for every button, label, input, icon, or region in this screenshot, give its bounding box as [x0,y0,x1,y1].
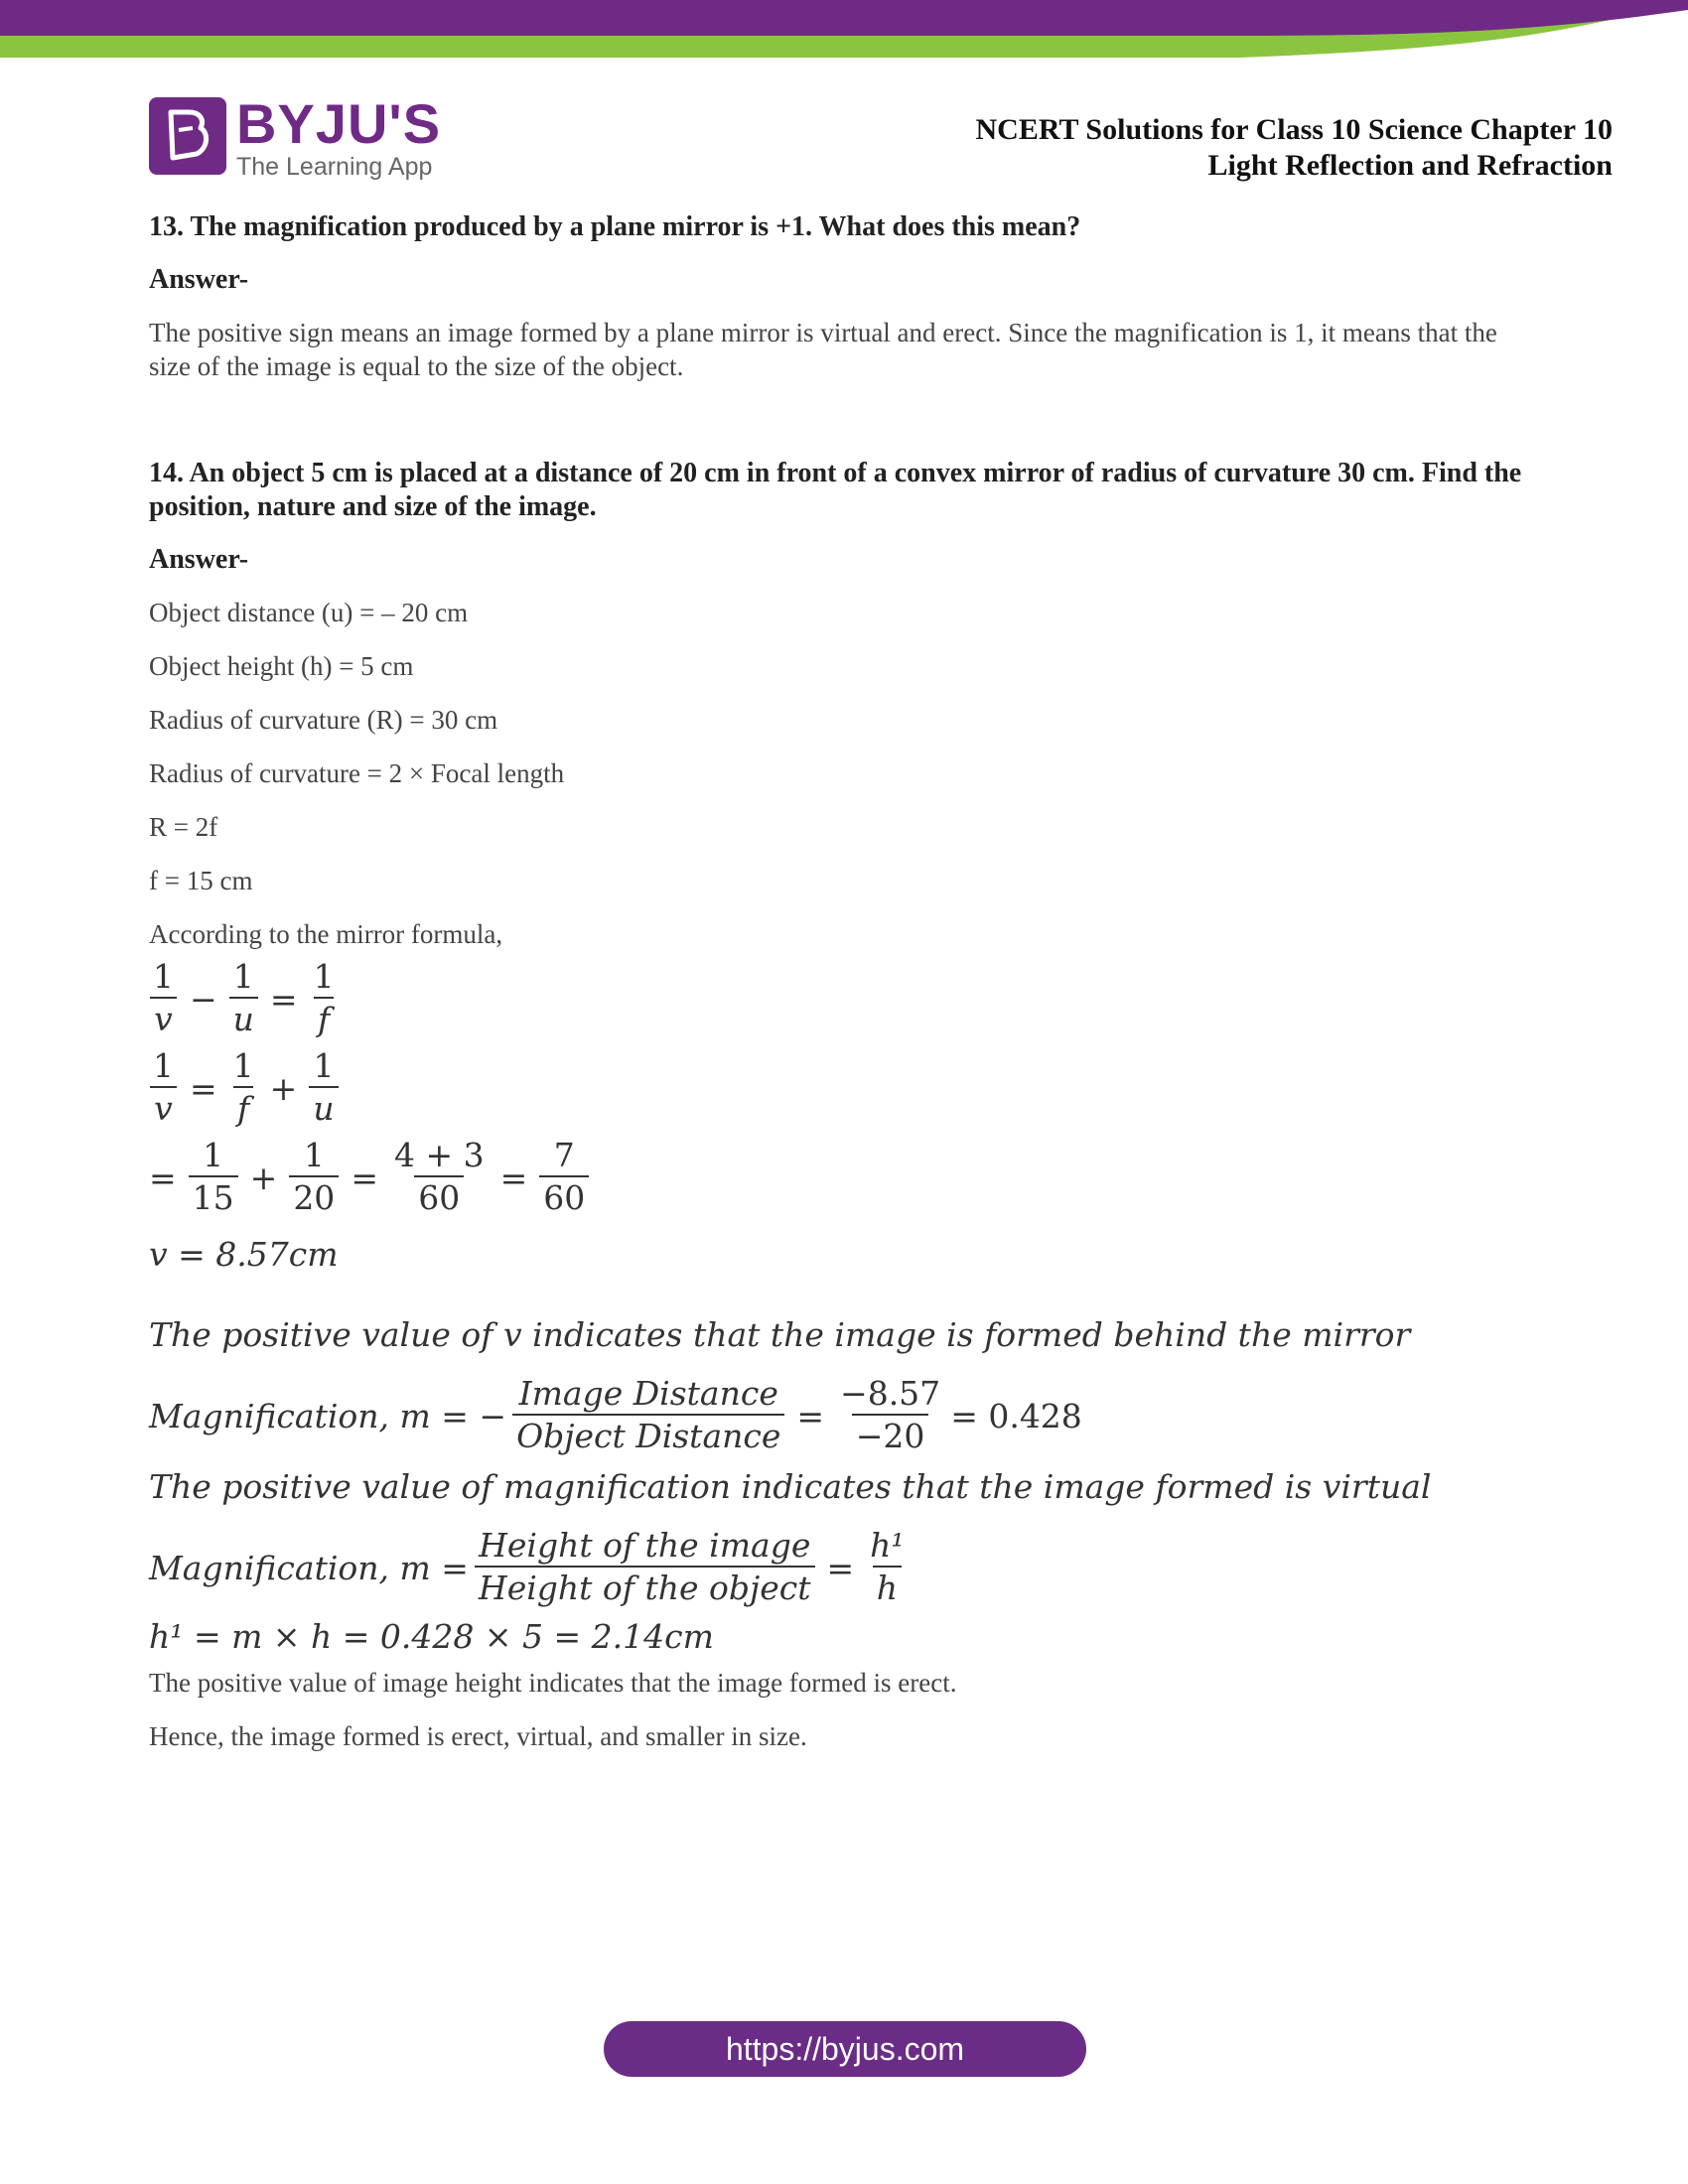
step-line: f = 15 cm [149,866,253,895]
footer-url-button[interactable] [604,2021,1086,2077]
magnification-label: Magnification, m = − [149,1396,507,1435]
logo-name: BYJU'S [236,92,442,155]
header-line-1: NCERT Solutions for Class 10 Science Chapter 10 [975,113,1613,146]
logo-tagline: The Learning App [236,153,433,181]
magnification-label-2: Magnification, m = [149,1548,469,1587]
mirror-formula [149,957,1539,1656]
mag-denominator: Object Distance [512,1414,784,1457]
question-13: 13. The magnification produced by a plane mirror is +1. What does this mean? [149,211,1081,242]
conclusion-final: Hence, the image formed is erect, virtual, and smaller in size. [149,1721,807,1751]
height-image: Height of the image [479,1526,811,1565]
magnification-height: Magnification, m = $\frac{\text{Height of the image}}{\text{Height of the object}}$ = $\frac{\text{h¹}}{h}$ [149,1526,905,1607]
document-body [149,208,1539,1753]
question-14: 14. An object 5 cm is placed at a distance of 20 cm in front of a convex mirror of radius of curvature 30 cm. Find the position, nature and size of the image. [149,458,1522,522]
conclusion-erect: The positive value of image height indicates that the image formed is erect. [149,1668,957,1698]
formula-line-3: = $\frac{1}{15}$ + $\frac{1}{20}$ = $\frac{4 + 3}{60}$ = $\frac{7}{60}$ [149,1136,1539,1219]
mag-num-value: −8.57 [840,1374,941,1413]
answer-14-label: Answer- [149,544,249,575]
logo-b-icon [149,97,226,175]
step-line: R = 2f [149,812,218,842]
mag-den-value: −20 [852,1414,929,1457]
top-banner [0,0,1688,60]
footer-url[interactable]: https://byjus.com [725,2030,965,2067]
step-line: According to the mirror formula, [149,919,503,949]
height-object: Height of the object [475,1566,815,1609]
mag-result: = 0.428 [950,1396,1082,1435]
image-height-result: h¹ = m × h = 0.428 × 5 = 2.14cm [149,1617,714,1656]
formula-line-2: $\frac{1}{v}$ = $\frac{1}{f}$ + $\frac{1}{u}$ [149,1046,1539,1130]
step-line: Radius of curvature (R) = 30 cm [149,705,498,735]
step-line: Object height (h) = 5 cm [149,651,414,681]
header-line-2: Light Reflection and Refraction [1207,149,1613,182]
note-image-behind: The positive value of v indicates that the image is formed behind the mirror [149,1315,1411,1354]
note-virtual: The positive value of magnification indicates that the image formed is virtual [149,1467,1432,1506]
step-line: Object distance (u) = – 20 cm [149,598,469,627]
page-header [976,112,1614,184]
v-result: v = 8.57cm [149,1235,339,1274]
magnification-distance: Magnification, m = − $\frac{\text{Image Distance}}{\text{Object Distance}}$ = $\frac{-8.57}{-20}$ = 0.428 [149,1374,1082,1455]
formula-line-1: $\frac{1}{v}$ − $\frac{1}{u}$ = $\frac{1}{f}$ [149,957,1539,1040]
answer-13-text: The positive sign means an image formed by a plane mirror is virtual and erect. Since the magnification is 1, it means that the size of the image is equal to the size of the object. [149,318,1497,381]
byjus-logo[interactable] [149,92,442,181]
mag-numerator: Image Distance [518,1374,778,1413]
step-line: Radius of curvature = 2 × Focal length [149,758,565,788]
answer-13-label: Answer- [149,264,249,295]
